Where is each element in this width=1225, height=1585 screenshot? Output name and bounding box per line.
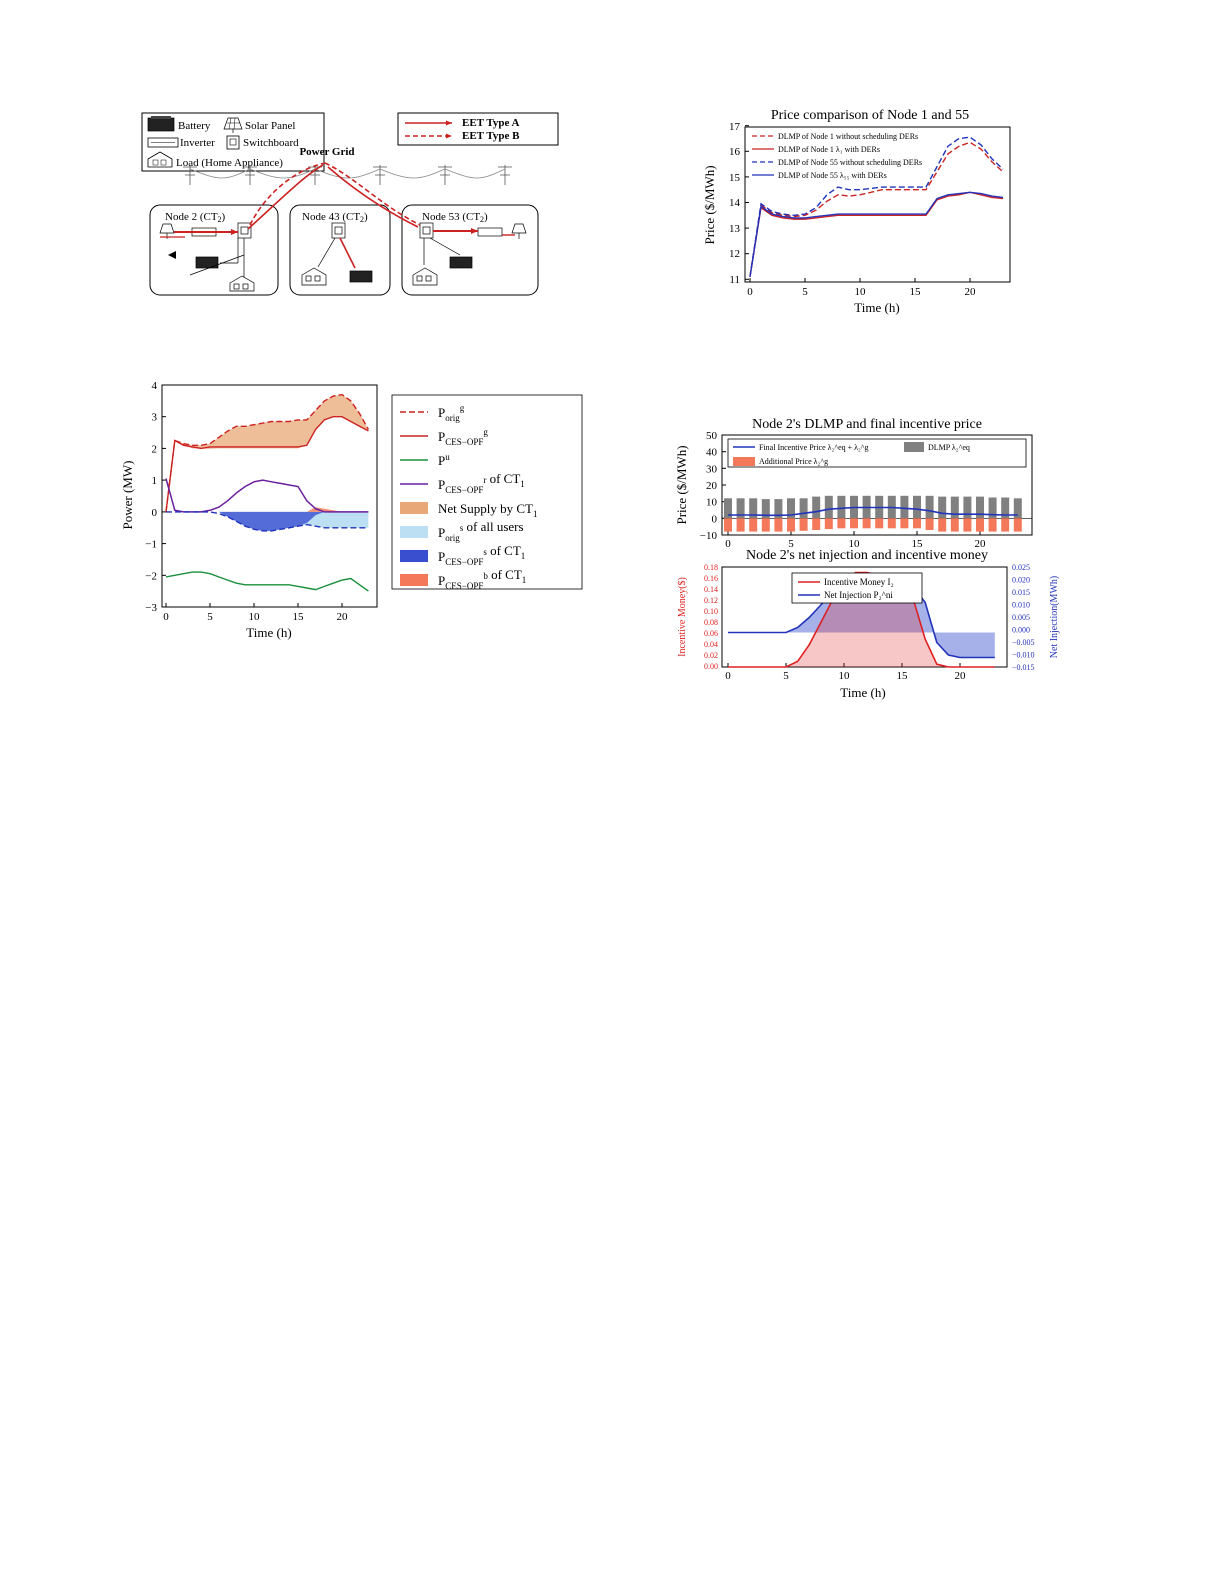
- svg-text:12: 12: [729, 248, 740, 260]
- svg-text:20: 20: [974, 538, 986, 550]
- svg-text:0.12: 0.12: [704, 596, 718, 605]
- battery-icon: [148, 116, 174, 131]
- node-53-eet-flow: [433, 228, 515, 235]
- home-appliance-icon: [148, 152, 172, 167]
- svg-text:10: 10: [838, 670, 850, 682]
- legend-swatch-pces-b: [400, 574, 428, 586]
- svg-text:20: 20: [964, 286, 976, 298]
- system-diagram-panel: [130, 105, 570, 310]
- x-axis-ticks: [163, 603, 348, 623]
- legend-label-pu: $P^u$: [438, 452, 450, 468]
- y-axis-label: Price ($/MWh): [674, 445, 689, 525]
- inverter-icon: [148, 138, 178, 147]
- svg-text:5: 5: [788, 538, 794, 550]
- legend-label-0: DLMP of Node 1 without scheduling DERs: [778, 132, 919, 141]
- svg-text:−10: −10: [699, 530, 717, 542]
- legend-label-final-price: Final Incentive Price λ₂^eq + λ₂^g: [759, 443, 869, 452]
- node-43-internals: [302, 223, 372, 285]
- svg-text:0.02: 0.02: [704, 651, 718, 660]
- svg-text:0.18: 0.18: [704, 563, 718, 572]
- svg-text:20: 20: [336, 611, 348, 623]
- legend-label-battery: Battery: [178, 120, 211, 132]
- legend-label-solar-panel: Solar Panel: [245, 120, 296, 132]
- svg-text:0.16: 0.16: [704, 574, 718, 583]
- svg-text:0.08: 0.08: [704, 618, 718, 627]
- svg-text:40: 40: [706, 446, 717, 459]
- svg-text:20: 20: [706, 480, 717, 492]
- svg-text:0.14: 0.14: [704, 585, 718, 594]
- x-axis-label: Time (h): [840, 685, 886, 700]
- series-node55-withDER: [750, 192, 1003, 276]
- svg-text:15: 15: [911, 538, 923, 550]
- svg-text:0.000: 0.000: [1012, 625, 1030, 635]
- svg-text:15: 15: [909, 286, 921, 298]
- legend-label-2: DLMP of Node 55 without scheduling DERs: [778, 158, 923, 167]
- price-comparison-panel: [700, 105, 1030, 335]
- eet-type-a-label: EET Type A: [462, 117, 520, 129]
- svg-text:15: 15: [896, 670, 908, 682]
- y-axis-ticks: [729, 121, 749, 286]
- legend-label-pces-s: $P_{CES-OPF}^s$ of $CT_1$: [438, 543, 526, 567]
- svg-text:−3: −3: [145, 602, 157, 614]
- grid-wire: [380, 169, 445, 178]
- switchboard-icon: [227, 136, 239, 149]
- node-2-label: Node 2 (CT2): [165, 211, 226, 224]
- left-y-axis-label: Incentive Money($): [677, 577, 688, 657]
- svg-text:−0.015: −0.015: [1012, 663, 1035, 672]
- legend-swatch-pces-s: [400, 550, 428, 562]
- svg-text:5: 5: [783, 670, 789, 682]
- svg-text:10: 10: [854, 286, 866, 298]
- svg-text:13: 13: [729, 223, 740, 235]
- power-grid-label: Power Grid: [299, 146, 355, 158]
- eet-type-b-label: EET Type B: [462, 130, 520, 142]
- chart-title: Node 2's DLMP and final incentive price: [752, 417, 982, 432]
- legend-label-additional-price: Additional Price λ₂^g: [759, 457, 829, 466]
- legend-label-load: Load (Home Appliance): [176, 157, 283, 169]
- svg-text:0.10: 0.10: [704, 607, 718, 616]
- x-axis-label: Time (h): [246, 625, 292, 640]
- svg-text:2: 2: [151, 443, 157, 456]
- svg-text:−2: −2: [145, 570, 157, 583]
- area-net-supply: [166, 395, 368, 512]
- legend-label-inverter: Inverter: [180, 137, 215, 149]
- chart-title: Node 2's net injection and incentive money: [745, 548, 989, 563]
- svg-text:0: 0: [151, 506, 157, 519]
- svg-text:0.06: 0.06: [704, 629, 718, 638]
- svg-text:11: 11: [729, 274, 740, 286]
- svg-text:20: 20: [954, 670, 966, 682]
- chart-title: Price comparison of Node 1 and 55: [770, 108, 970, 123]
- svg-text:−0.005: −0.005: [1012, 638, 1035, 647]
- svg-text:10: 10: [706, 496, 717, 509]
- legend-label-pces-r: $P_{CES-OPF}^r$ of $CT_1$: [438, 471, 525, 495]
- svg-text:0.015: 0.015: [1012, 588, 1030, 597]
- y-axis-label: Price ($/MWh): [702, 165, 717, 245]
- svg-text:−0.010: −0.010: [1012, 650, 1035, 660]
- y-axis-ticks: [145, 380, 166, 614]
- node2-injection-chart: [672, 545, 1072, 710]
- svg-text:−1: −1: [145, 538, 157, 551]
- left-y-axis-ticks: [704, 563, 718, 671]
- svg-text:4: 4: [151, 380, 157, 392]
- svg-text:0: 0: [747, 286, 753, 298]
- eet-type-b-arrow: [446, 134, 452, 139]
- series-node1-withDER: [750, 192, 1003, 276]
- svg-text:5: 5: [207, 611, 213, 623]
- svg-text:0.005: 0.005: [1012, 613, 1030, 622]
- svg-text:0: 0: [725, 538, 731, 550]
- legend-label-net-injection: Net Injection P₂^ni: [824, 590, 893, 600]
- node-2-internals: [160, 223, 254, 291]
- power-profiles-panel: [120, 375, 590, 645]
- svg-text:0: 0: [725, 670, 731, 682]
- svg-text:15: 15: [292, 611, 304, 623]
- solar-panel-icon: [224, 118, 242, 133]
- legend-label-3: DLMP of Node 55 λ₅₅ with DERs: [778, 171, 887, 180]
- legend-label-1: DLMP of Node 1 λ₁ with DERs: [778, 145, 880, 154]
- svg-text:16: 16: [729, 146, 740, 158]
- x-axis-label: Time (h): [854, 300, 900, 315]
- series-final-incentive-price: [728, 508, 1018, 516]
- bars-additional-price: [724, 518, 1022, 531]
- svg-text:0: 0: [163, 611, 169, 623]
- svg-text:30: 30: [706, 463, 717, 476]
- svg-text:0.04: 0.04: [704, 640, 718, 649]
- node-53-label: Node 53 (CT2): [422, 211, 488, 224]
- node-43-label: Node 43 (CT2): [302, 211, 368, 224]
- svg-text:0.010: 0.010: [1012, 600, 1030, 610]
- legend-label-net-supply: Net Supply by $CT_1$: [438, 501, 538, 519]
- svg-text:0.020: 0.020: [1012, 575, 1030, 585]
- eet-type-a-arrow: [446, 121, 452, 126]
- legend-label-porig-s: $P_{orig}^s$ of all users: [438, 519, 524, 543]
- svg-text:17: 17: [729, 121, 740, 133]
- right-y-axis-label: Net Injection(MWh): [1049, 575, 1060, 659]
- right-y-axis-ticks: [1012, 563, 1035, 672]
- svg-text:0.025: 0.025: [1012, 563, 1030, 572]
- power-profiles-chart: [120, 375, 590, 645]
- grid-wire: [445, 169, 505, 178]
- legend-swatch-net-supply: [400, 502, 428, 514]
- legend-label-porig-g: $P_{orig}^g$: [438, 403, 465, 423]
- legend-label-incentive-money: Incentive Money I₂: [824, 577, 894, 587]
- svg-text:5: 5: [802, 286, 808, 298]
- series-pces-r: [166, 479, 368, 512]
- svg-text:3: 3: [151, 411, 157, 424]
- series-pu: [166, 572, 368, 591]
- price-comparison-chart: [700, 105, 1030, 335]
- x-axis-ticks: [747, 278, 976, 298]
- svg-text:15: 15: [729, 172, 740, 184]
- legend-label-switchboard: Switchboard: [243, 137, 299, 149]
- legend-label-pces-b: $P_{CES-OPF}^b$ of $CT_1$: [438, 567, 527, 591]
- legend-swatch-porig-s: [400, 526, 428, 538]
- legend-label-pces-g: $P_{CES-OPF}^g$: [438, 427, 488, 447]
- grid-wire: [190, 169, 250, 178]
- svg-text:1: 1: [151, 475, 157, 488]
- area-pces-s: [219, 512, 325, 531]
- svg-text:10: 10: [248, 611, 260, 623]
- node2-injection-panel: [672, 545, 1072, 710]
- svg-text:0: 0: [711, 513, 717, 526]
- svg-text:10: 10: [848, 538, 860, 550]
- node-53-internals: [413, 223, 526, 285]
- svg-text:0.00: 0.00: [704, 662, 718, 671]
- svg-text:50: 50: [706, 430, 717, 442]
- legend-label-dlmp: DLMP λ₂^eq: [928, 443, 970, 452]
- y-axis-label: Power (MW): [120, 460, 135, 530]
- chart-legend: [752, 132, 922, 180]
- system-diagram-svg: [130, 105, 570, 310]
- svg-text:14: 14: [729, 197, 740, 209]
